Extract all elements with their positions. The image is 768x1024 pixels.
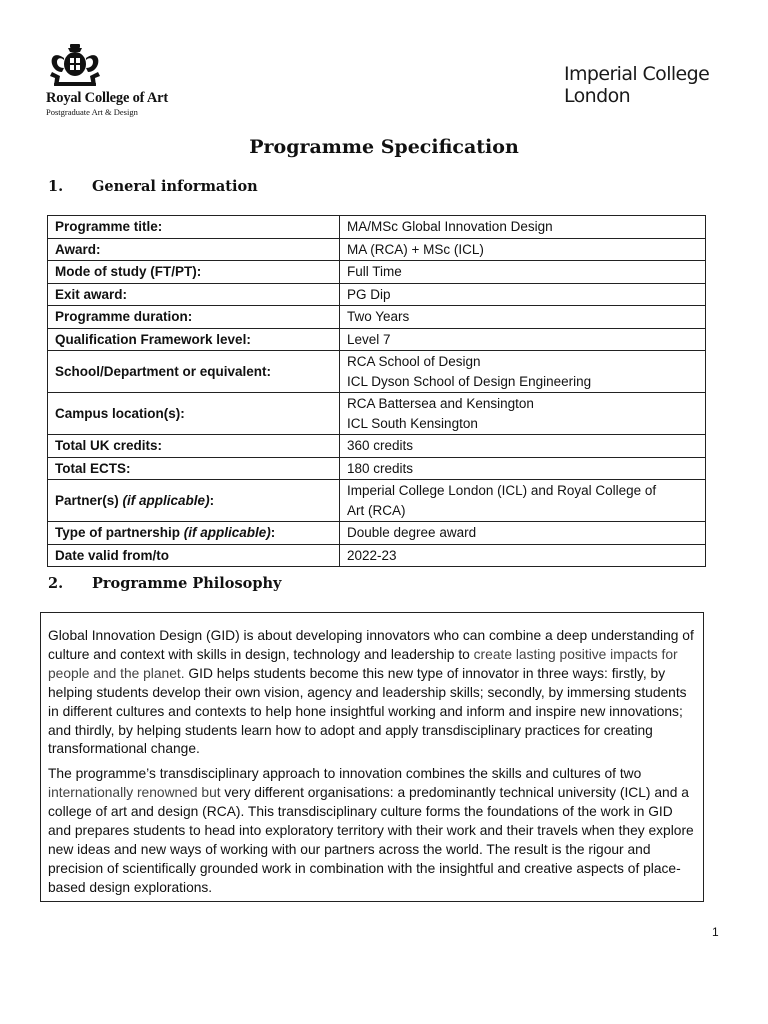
table-row: [48, 261, 706, 284]
philosophy-text: Global Innovation Design (GID) is about developing innovators who can combine a deep understanding of culture and context with skills in design, technology and leadership to: [48, 628, 694, 662]
general-information-table: [47, 215, 706, 567]
icl-logo-line1: Imperial College: [564, 63, 710, 85]
page-number: 1: [712, 925, 719, 939]
row-label: Date valid from/to: [48, 544, 340, 567]
row-value: MA (RCA) + MSc (ICL): [340, 238, 706, 261]
row-value: Two Years: [340, 306, 706, 329]
section-number: 1.: [48, 178, 64, 195]
row-label: Exit award:: [48, 283, 340, 306]
row-value: Double degree award: [340, 522, 706, 545]
rca-logo: [46, 42, 216, 117]
section-heading-programme-philosophy: [48, 575, 281, 592]
philosophy-text: very different organisations: a predominantly technical university (ICL) and a college of art and design (RCA). This transdisciplinary culture forms the foundations of the work in GID and prepares students to head into exploratory territory with their work and their travels when they explore new ideas and new ways of working with our partners across the world. The result is the rigour and precision of scientifically grounded work in combination with the insightful and creative aspects of place-based design explorations.: [48, 785, 694, 895]
document-title: Programme Specification: [249, 136, 519, 158]
row-value: RCA School of Design ICL Dyson School of Design Engineering: [340, 351, 706, 393]
table-row: [48, 351, 706, 393]
row-label: School/Department or equivalent:: [48, 351, 340, 393]
table-row: [48, 306, 706, 329]
section-title: General information: [92, 178, 258, 195]
row-label: Mode of study (FT/PT):: [48, 261, 340, 284]
row-value: Level 7: [340, 328, 706, 351]
row-value: Full Time: [340, 261, 706, 284]
table-row: [48, 544, 706, 567]
row-value: Imperial College London (ICL) and Royal College of Art (RCA): [340, 480, 706, 522]
row-value: PG Dip: [340, 283, 706, 306]
row-label: Qualification Framework level:: [48, 328, 340, 351]
row-label: Award:: [48, 238, 340, 261]
section-heading-general-information: [48, 178, 258, 195]
row-label: Total ECTS:: [48, 457, 340, 480]
royal-crest-icon: [46, 42, 104, 90]
table-row: [48, 480, 706, 522]
philosophy-paragraph-2: [48, 765, 697, 897]
row-value: RCA Battersea and Kensington ICL South Kensington: [340, 393, 706, 435]
table-row: [48, 328, 706, 351]
row-label: Total UK credits:: [48, 435, 340, 458]
icl-logo-line2: London: [564, 85, 631, 107]
table-row: [48, 393, 706, 435]
row-label: Type of partnership (if applicable):: [48, 522, 340, 545]
philosophy-highlight: create lasting positive impacts for people and the planet.: [48, 646, 678, 681]
table-row: [48, 435, 706, 458]
philosophy-box: [40, 612, 704, 902]
rca-subtitle: Postgraduate Art & Design: [46, 107, 138, 117]
row-label: Programme title:: [48, 216, 340, 239]
row-label: Programme duration:: [48, 306, 340, 329]
philosophy-text: The programme’s transdisciplinary approach to innovation combines the skills and cultures of two: [48, 766, 642, 782]
table-row: [48, 522, 706, 545]
icl-logo: [564, 63, 709, 107]
row-label: Partner(s) (if applicable):: [48, 480, 340, 522]
philosophy-text: GID helps students become this new type of innovator in three ways: firstly, by helping students develop their own vision, agency and leadership skills; secondly, by immersing students in different cultures and contexts to help hone insightful working and inform and inspire new innovations; and thirdly, by helping students learn how to adopt and apply transdisciplinary practices for creating transformational change.: [48, 665, 687, 757]
rca-name: Royal College of Art: [46, 90, 169, 106]
philosophy-highlight: internationally renowned but: [48, 785, 221, 801]
table-row: [48, 216, 706, 239]
section-number: 2.: [48, 575, 64, 592]
table-row: [48, 457, 706, 480]
row-label: Campus location(s):: [48, 393, 340, 435]
row-value: 180 credits: [340, 457, 706, 480]
table-row: [48, 283, 706, 306]
philosophy-paragraph-1: [48, 627, 697, 759]
row-value: 2022-23: [340, 544, 706, 567]
table-row: [48, 238, 706, 261]
row-value: MA/MSc Global Innovation Design: [340, 216, 706, 239]
section-title: Programme Philosophy: [92, 575, 282, 592]
row-value: 360 credits: [340, 435, 706, 458]
